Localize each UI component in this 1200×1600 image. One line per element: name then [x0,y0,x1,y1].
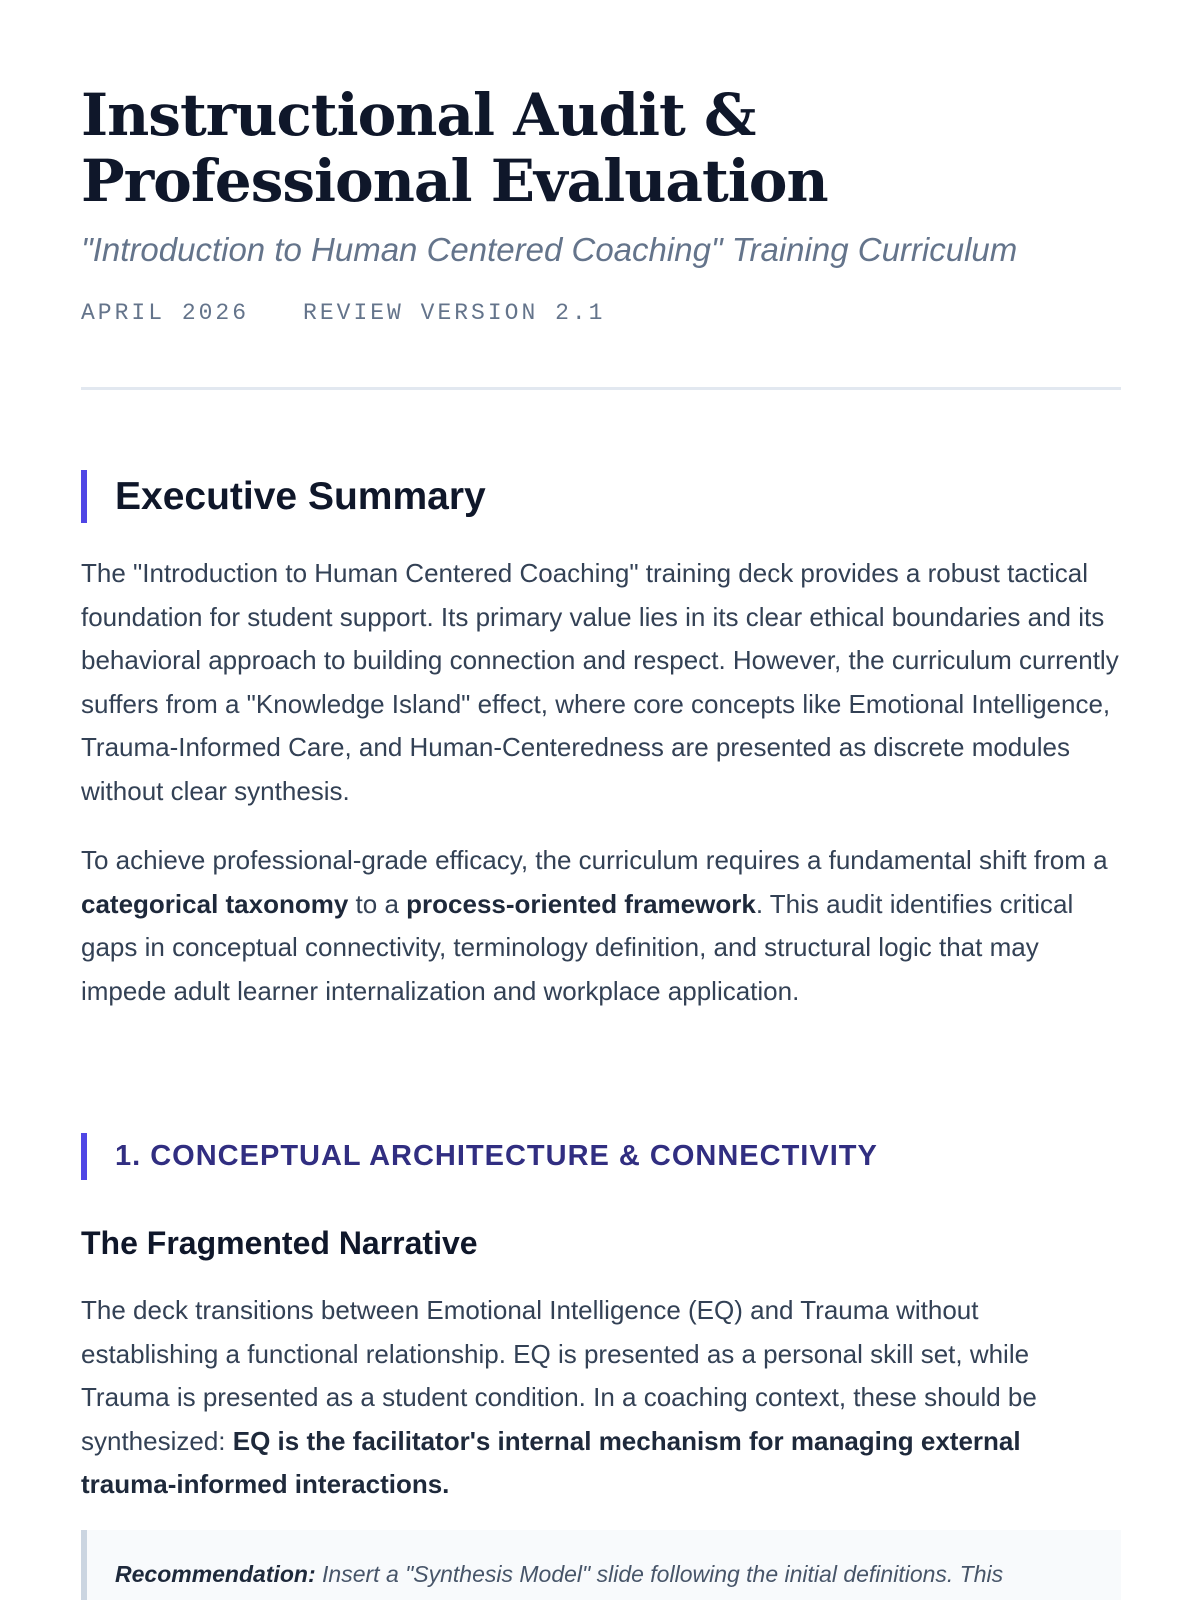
text-run: to a [348,888,407,919]
text-run: . This audit identifies critical gaps in conceptual connectivity, terminology definition, and structural logic that may impede adult learner internalization and workplace application. [81,888,1074,1006]
section-1-subheading: The Fragmented Narrative [81,1225,478,1261]
text-run: To achieve professional-grade efficacy, the curriculum requires a fundamental shift from a [81,845,1108,875]
bold-term-categorical-taxonomy: categorical taxonomy [81,888,349,919]
section-1-heading: 1. CONCEPTUAL ARCHITECTURE & CONNECTIVITY [81,1133,878,1180]
text-run: Insert a "Synthesis Model" slide following the initial definitions. This [315,1561,1004,1587]
document-version: REVIEW VERSION 2.1 [303,300,606,326]
recommendation-callout [81,1530,1121,1600]
bold-term-process-oriented-framework: process-oriented framework [406,888,756,919]
header-divider [81,387,1121,390]
document-subtitle: "Introduction to Human Centered Coaching" Training Curriculum [81,231,1018,268]
bold-statement: EQ is the facilitator's internal mechanism for managing external trauma-informed interactions. [81,1425,1021,1499]
recommendation-label: Recommendation: [115,1561,316,1587]
executive-summary-paragraph-1: The "Introduction to Human Centered Coaching" training deck provides a robust tactical foundation for student support. Its primary value lies in its clear ethical boundaries and its behavioral approach to building connection and respect. However, the curriculum currently suffers from a "Knowledge Island" effect, where core concepts like Emotional Intelligence, Trauma-Informed Care, and Human-Centeredness are presented as discrete modules without clear synthesis. [81,558,1119,806]
document-title: Instructional Audit & Professional Evaluation [81,81,828,215]
document-date: APRIL 2026 [81,300,250,326]
section-1-paragraph [81,1289,1121,1507]
text-run: The deck transitions between Emotional Intelligence (EQ) and Trauma without establishing a functional relationship. EQ is presented as a personal skill set, while Trauma is presented as a student condition. In a coaching context, these should be synthesized: [81,1295,1037,1456]
executive-summary-heading: Executive Summary [81,470,486,523]
recommendation-text [115,1554,1091,1594]
executive-summary-paragraph-2 [81,839,1121,1013]
document-meta [81,300,605,326]
